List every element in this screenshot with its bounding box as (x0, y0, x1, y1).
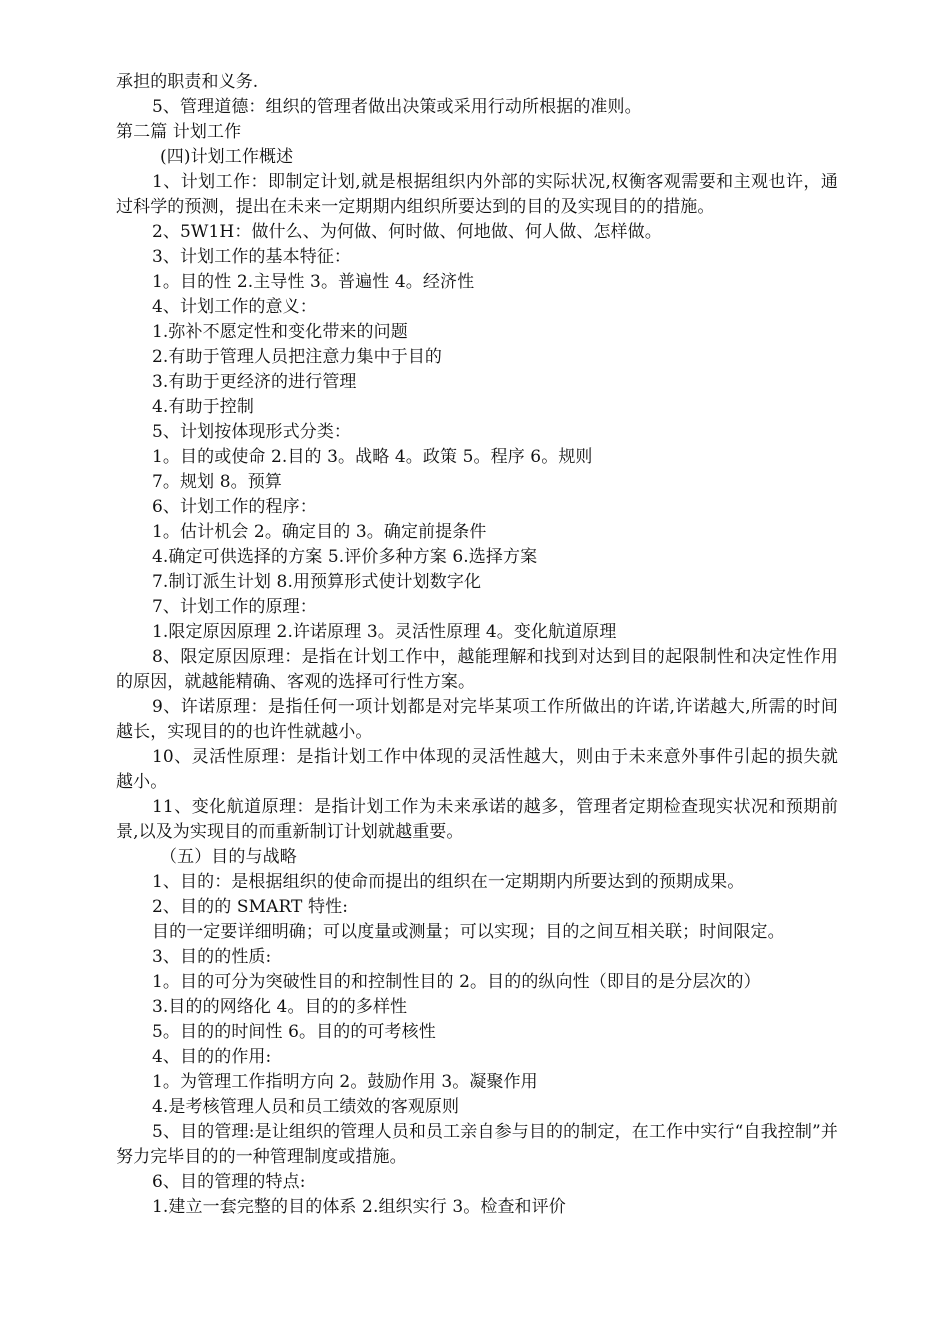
paragraph-13: 4.有助于控制 (152, 397, 254, 417)
paragraph-29: 2、目的的 SMART 特性: (152, 897, 349, 917)
paragraph-5: 1、计划工作：即制定计划,就是根据组织内外部的实际状况,权衡客观需要和主观也许，通过科学的预测，提出在未来一定期期内组织所要达到的目的及实现目的的措施。 (116, 172, 838, 217)
paragraph-23: 8、限定原因原理：是指在计划工作中，越能理解和找到对达到目的起限制性和决定性作用的原因，就越能精确、客观的选择可行性方案。 (116, 647, 838, 692)
paragraph-9: 4、计划工作的意义： (152, 297, 317, 317)
paragraph-39: 6、目的管理的特点: (152, 1172, 306, 1192)
paragraph-38: 5、目的管理:是让组织的管理人员和员工亲自参与目的的制定，在工作中实行“自我控制”并努力完毕目的的一种管理制度或措施。 (116, 1122, 838, 1167)
paragraph-25: 10、灵活性原理：是指计划工作中体现的灵活性越大，则由于未来意外事件引起的损失就越小。 (116, 747, 838, 792)
paragraph-19: 4.确定可供选择的方案 5.评价多种方案 6.选择方案 (152, 547, 538, 567)
paragraph-22: 1.限定原因原理 2.许诺原理 3。灵活性原理 4。变化航道原理 (152, 622, 617, 642)
paragraph-8: 1。目的性 2.主导性 3。普遍性 4。经济性 (152, 272, 475, 292)
paragraph-12: 3.有助于更经济的进行管理 (152, 372, 357, 392)
paragraph-1: 承担的职责和义务. (116, 72, 259, 92)
paragraph-31: 3、目的的性质: (152, 947, 272, 967)
chapter-heading: 第二篇 计划工作 (116, 122, 242, 142)
paragraph-14: 5、计划按体现形式分类： (152, 422, 352, 442)
section-heading-4: (四)计划工作概述 (160, 147, 294, 167)
paragraph-30: 目的一定要详细明确；可以度量或测量；可以实现；目的之间互相关联；时间限定。 (152, 922, 785, 942)
document-body (116, 70, 838, 1220)
paragraph-2: 5、管理道德：组织的管理者做出决策或采用行动所根据的准则。 (152, 97, 642, 117)
section-heading-5: （五）目的与战略 (160, 847, 297, 867)
paragraph-26: 11、变化航道原理：是指计划工作为未来承诺的越多，管理者定期检查现实状况和预期前景,以及为实现目的而重新制订计划就越重要。 (116, 797, 838, 842)
paragraph-35: 4、目的的作用: (152, 1047, 272, 1067)
paragraph-28: 1、目的：是根据组织的使命而提出的组织在一定期期内所要达到的预期成果。 (152, 872, 745, 892)
paragraph-40: 1.建立一套完整的目的体系 2.组织实行 3。检查和评价 (152, 1197, 566, 1217)
paragraph-16: 7。规划 8。预算 (152, 472, 282, 492)
paragraph-37: 4.是考核管理人员和员工绩效的客观原则 (152, 1097, 460, 1117)
paragraph-20: 7.制订派生计划 8.用预算形式使计划数字化 (152, 572, 482, 592)
paragraph-11: 2.有助于管理人员把注意力集中于目的 (152, 347, 443, 367)
paragraph-34: 5。目的的时间性 6。目的的可考核性 (152, 1022, 436, 1042)
paragraph-10: 1.弥补不愿定性和变化带来的问题 (152, 322, 408, 342)
paragraph-18: 1。估计机会 2。确定目的 3。确定前提条件 (152, 522, 487, 542)
paragraph-33: 3.目的的网络化 4。目的的多样性 (152, 997, 408, 1017)
paragraph-7: 3、计划工作的基本特征： (152, 247, 352, 267)
paragraph-6: 2、5W1H：做什么、为何做、何时做、何地做、何人做、怎样做。 (152, 222, 662, 242)
paragraph-36: 1。为管理工作指明方向 2。鼓励作用 3。凝聚作用 (152, 1072, 538, 1092)
paragraph-24: 9、许诺原理：是指任何一项计划都是对完毕某项工作所做出的许诺,许诺越大,所需的时间越长，实现目的的也许性就越小。 (116, 697, 838, 742)
paragraph-15: 1。目的或使命 2.目的 3。战略 4。政策 5。程序 6。规则 (152, 447, 593, 467)
paragraph-17: 6、计划工作的程序： (152, 497, 317, 517)
paragraph-21: 7、计划工作的原理： (152, 597, 317, 617)
paragraph-32: 1。目的可分为突破性目的和控制性目的 2。目的的纵向性（即目的是分层次的） (152, 972, 761, 992)
